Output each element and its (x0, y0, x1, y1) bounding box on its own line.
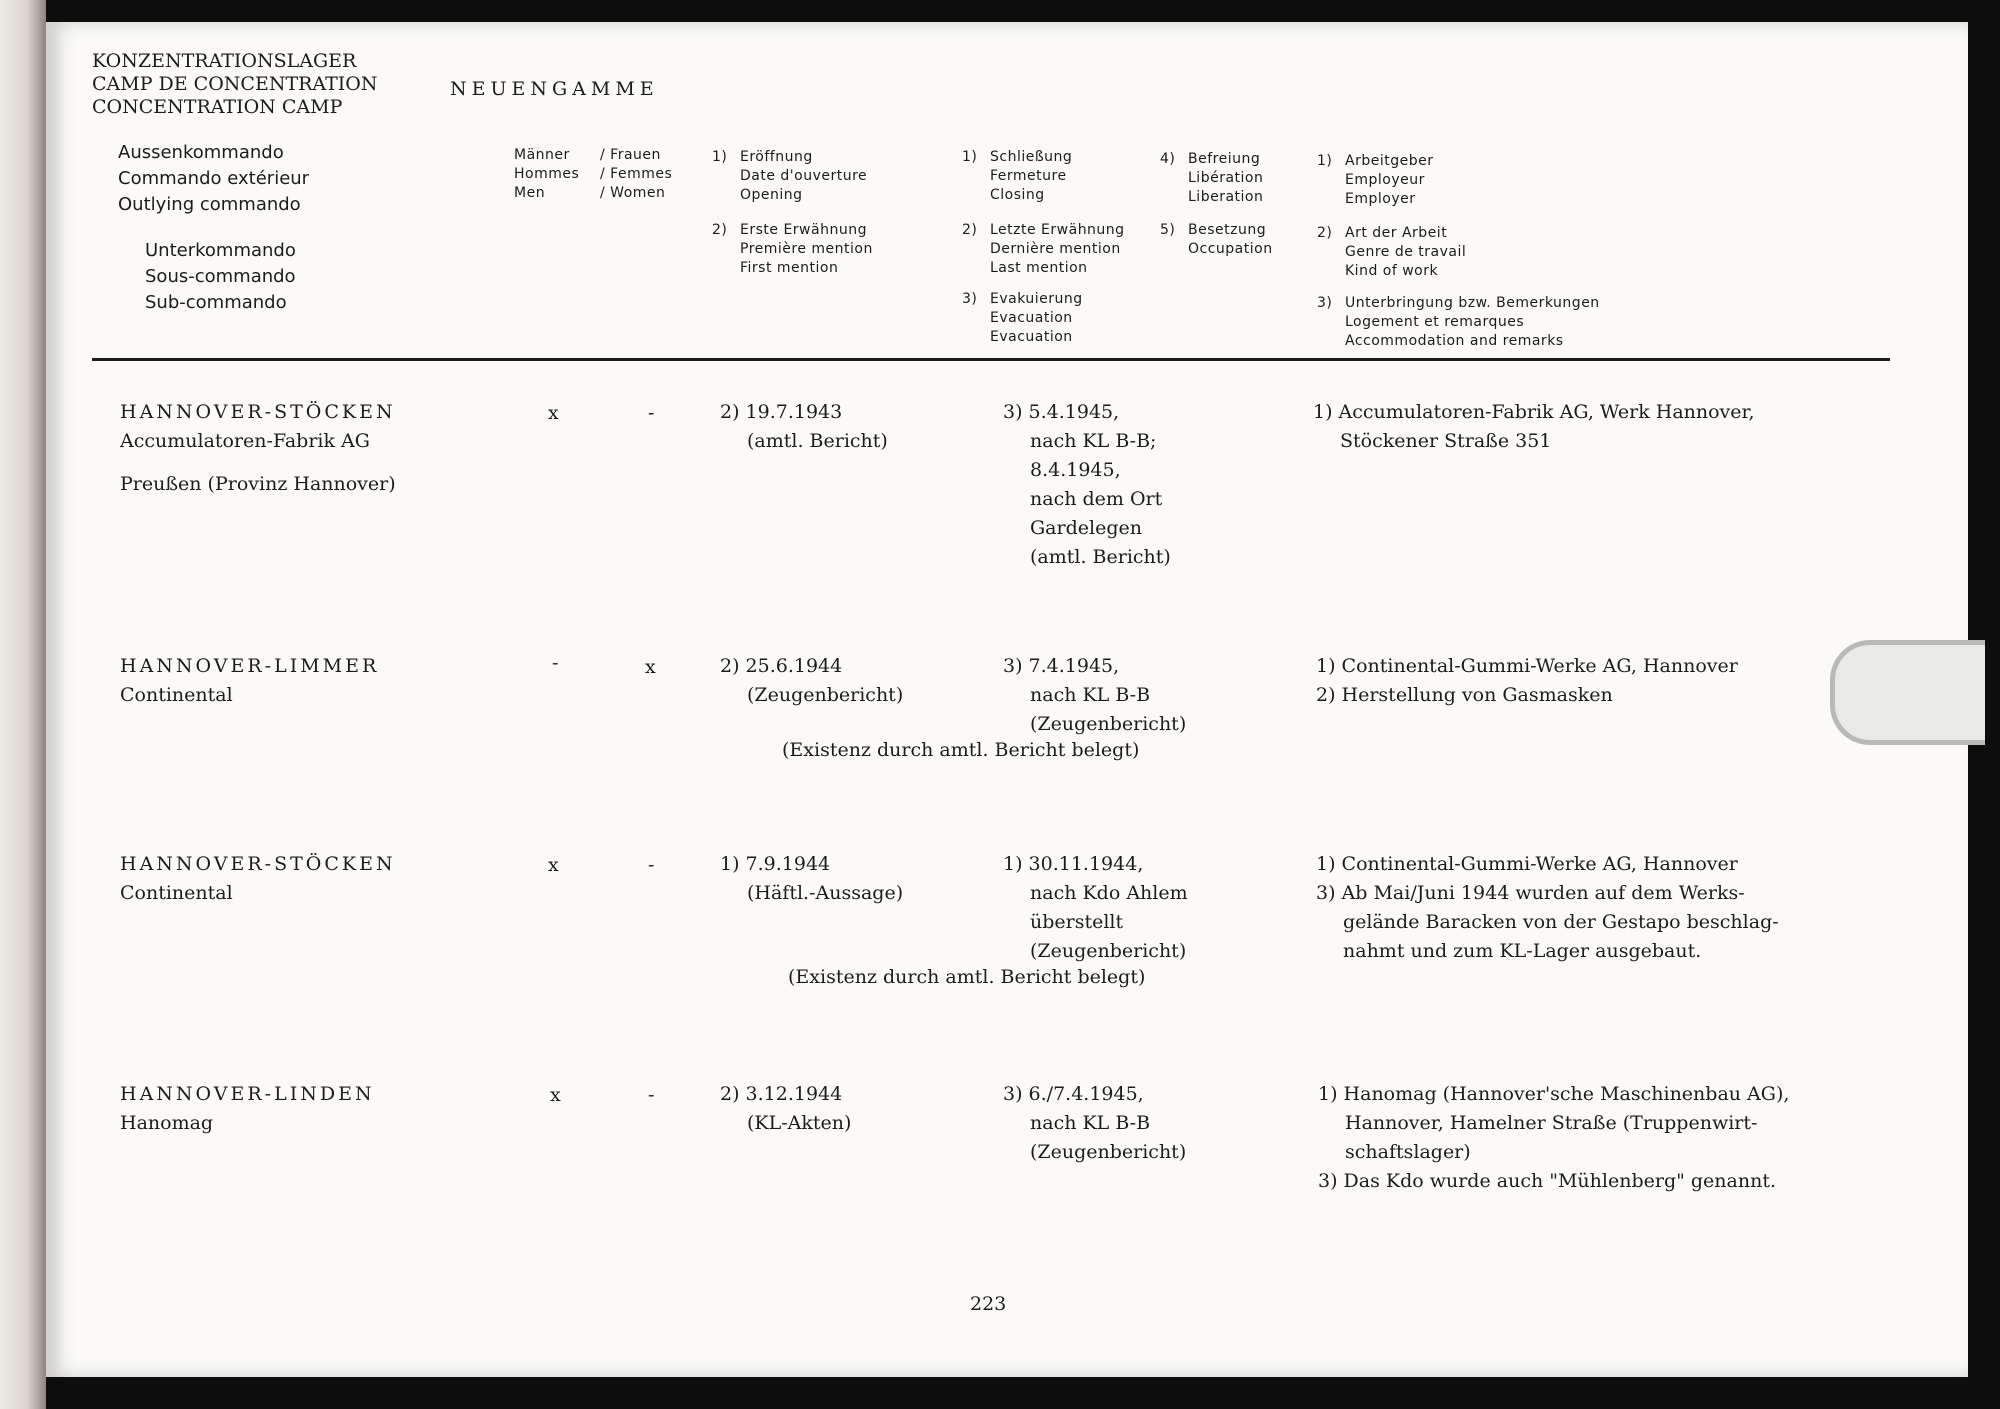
employer-en: Employer (1345, 191, 1416, 207)
entry-4-note-line: 1) Hanomag (Hannover'sche Maschinenbau AG), (1318, 1083, 1790, 1105)
entry-1-closing-line: 3) 5.4.1945, (1003, 401, 1120, 423)
entry-2-closing-line: (Zeugenbericht) (1030, 713, 1187, 735)
header-divider (92, 358, 1890, 361)
aussen-en: Outlying commando (118, 194, 301, 215)
occupation-de: Besetzung (1188, 222, 1267, 238)
women-fr: / Femmes (600, 166, 673, 182)
men-en: Men (514, 185, 546, 201)
entry-4-note-line: schaftslager) (1345, 1141, 1471, 1163)
gender-men-header (514, 146, 579, 203)
work-de: Art der Arbeit (1345, 225, 1448, 241)
occupation-fr: Occupation (1188, 241, 1273, 257)
entry-4-subtitle: Hanomag (120, 1112, 214, 1134)
closing-num: 1) (962, 149, 978, 165)
book-gutter (0, 0, 46, 1409)
entry-2-closing-line: 3) 7.4.1945, (1003, 655, 1120, 677)
entry-4-closing (1003, 1080, 1186, 1167)
entry-4-closing-line: (Zeugenbericht) (1030, 1141, 1187, 1163)
entry-4-opening (720, 1080, 851, 1138)
entry-3-notes (1316, 850, 1779, 966)
first-mention-de: Erste Erwähnung (740, 222, 867, 238)
entry-1-name: HANNOVER-STÖCKEN (120, 401, 396, 423)
entry-3-subtitle: Continental (120, 882, 233, 904)
entry-3-closing (1003, 850, 1188, 966)
entry-1-closing-line: nach KL B-B; (1030, 430, 1157, 452)
remarks-en: Accommodation and remarks (1345, 333, 1564, 349)
opening-de: Eröffnung (740, 149, 813, 165)
entry-1-notes (1313, 398, 1755, 456)
last-mention-fr: Dernière mention (990, 241, 1121, 257)
entry-2-opening (720, 652, 903, 710)
opening-header (712, 148, 912, 208)
entry-3-opening (720, 850, 903, 908)
entry-2-opening-source: (Zeugenbericht) (747, 684, 904, 706)
first-mention-fr: Première mention (740, 241, 873, 257)
entry-3-women-mark: - (648, 854, 655, 876)
entry-3-note-line: gelände Baracken von der Gestapo beschlag- (1343, 911, 1779, 933)
aussenkommando-labels (118, 140, 309, 218)
camp-type-fr: CAMP DE CONCENTRATION (92, 73, 378, 95)
entry-2-notes (1316, 652, 1738, 710)
liberation-fr: Libération (1188, 170, 1264, 186)
entry-2-note-line: 2) Herstellung von Gasmasken (1316, 684, 1613, 706)
entry-4-closing-line: nach KL B-B (1030, 1112, 1151, 1134)
opening-fr: Date d'ouverture (740, 168, 868, 184)
remarks-fr: Logement et remarques (1345, 314, 1525, 330)
entry-4-opening-date: 2) 3.12.1944 (720, 1083, 843, 1105)
entry-1-note-line: 1) Accumulatoren-Fabrik AG, Werk Hannover, (1313, 401, 1755, 423)
employer-de: Arbeitgeber (1345, 153, 1434, 169)
camp-type-labels (92, 50, 378, 119)
entry-4-men-mark: x (550, 1084, 561, 1106)
entry-4-note-line: 3) Das Kdo wurde auch "Mühlenberg" genannt. (1318, 1170, 1777, 1192)
entry-1-men-mark: x (548, 402, 559, 424)
entry-3-closing-line: (Zeugenbericht) (1030, 940, 1187, 962)
entry-1-opening-source: (amtl. Bericht) (747, 430, 888, 452)
entry-3-name: HANNOVER-STÖCKEN (120, 853, 396, 875)
aussen-fr: Commando extérieur (118, 168, 310, 189)
entry-4-title (120, 1080, 375, 1138)
unterkommando-labels (145, 238, 296, 316)
entry-3-title (120, 850, 396, 908)
entry-3-opening-source: (Häftl.-Aussage) (747, 882, 904, 904)
entry-4-note-line: Hannover, Hamelner Straße (Truppenwirt- (1345, 1112, 1758, 1134)
entry-1-women-mark: - (648, 402, 655, 424)
evacuation-fr: Evacuation (990, 310, 1073, 326)
closing-en: Closing (990, 187, 1045, 203)
closing-de: Schließung (990, 149, 1073, 165)
first-mention-en: First mention (740, 260, 839, 276)
entry-1-closing-line: (amtl. Bericht) (1030, 546, 1171, 568)
employer-num: 1) (1317, 153, 1333, 169)
opening-num: 1) (712, 149, 728, 165)
last-mention-de: Letzte Erwähnung (990, 222, 1125, 238)
entry-3-opening-date: 1) 7.9.1944 (720, 853, 831, 875)
entry-3-men-mark: x (548, 854, 559, 876)
entry-4-closing-line: 3) 6./7.4.1945, (1003, 1083, 1144, 1105)
entry-1-closing-line: nach dem Ort (1030, 488, 1163, 510)
evacuation-en: Evacuation (990, 329, 1073, 345)
work-en: Kind of work (1345, 263, 1439, 279)
first-mention-num: 2) (712, 222, 728, 238)
entry-3-existence: (Existenz durch amtl. Bericht belegt) (788, 966, 1146, 988)
entry-3-closing-line: 1) 30.11.1944, (1003, 853, 1144, 875)
last-mention-en: Last mention (990, 260, 1088, 276)
women-de: / Frauen (600, 147, 661, 163)
entry-2-existence: (Existenz durch amtl. Bericht belegt) (782, 739, 1140, 761)
opening-en: Opening (740, 187, 803, 203)
employer-header (1317, 152, 1577, 212)
entry-4-name: HANNOVER-LINDEN (120, 1083, 375, 1105)
entry-2-note-line: 1) Continental-Gummi-Werke AG, Hannover (1316, 655, 1738, 677)
remarks-num: 3) (1317, 295, 1333, 311)
entry-4-opening-source: (KL-Akten) (747, 1112, 852, 1134)
work-fr: Genre de travail (1345, 244, 1467, 260)
entry-3-closing-line: überstellt (1030, 911, 1124, 933)
entry-1-closing (1003, 398, 1171, 572)
unter-de: Unterkommando (145, 240, 296, 261)
men-fr: Hommes (514, 166, 580, 182)
entry-3-note-line: 3) Ab Mai/Juni 1944 wurden auf dem Werks- (1316, 882, 1745, 904)
last-mention-num: 2) (962, 222, 978, 238)
remarks-de: Unterbringung bzw. Bemerkungen (1345, 295, 1600, 311)
entry-2-opening-date: 2) 25.6.1944 (720, 655, 843, 677)
employer-fr: Employeur (1345, 172, 1425, 188)
remarks-header (1317, 294, 1637, 354)
women-en: / Women (600, 185, 666, 201)
evacuation-de: Evakuierung (990, 291, 1083, 307)
evacuation-header (962, 290, 1162, 350)
entry-1-closing-line: Gardelegen (1030, 517, 1142, 539)
entry-2-name: HANNOVER-LIMMER (120, 655, 380, 677)
entry-1-closing-line: 8.4.1945, (1030, 459, 1121, 481)
page-tab-marker (1830, 640, 1985, 745)
liberation-en: Liberation (1188, 189, 1264, 205)
last-mention-header (962, 221, 1162, 281)
entry-2-subtitle: Continental (120, 684, 233, 706)
entry-3-note-line: 1) Continental-Gummi-Werke AG, Hannover (1316, 853, 1738, 875)
first-mention-header (712, 221, 912, 281)
occupation-header (1160, 221, 1300, 281)
work-num: 2) (1317, 225, 1333, 241)
evacuation-num: 3) (962, 291, 978, 307)
entry-1-note-line: Stöckener Straße 351 (1340, 430, 1552, 452)
unter-fr: Sous-commando (145, 266, 296, 287)
entry-3-closing-line: nach Kdo Ahlem (1030, 882, 1188, 904)
entry-2-closing (1003, 652, 1186, 739)
entry-2-women-mark: x (645, 656, 656, 678)
entry-2-men-mark: - (552, 652, 559, 674)
entry-1-title (120, 398, 396, 456)
work-header (1317, 224, 1577, 284)
camp-type-de: KONZENTRATIONSLAGER (92, 50, 357, 72)
camp-type-en: CONCENTRATION CAMP (92, 96, 343, 118)
gender-women-header (600, 146, 672, 203)
occupation-num: 5) (1160, 222, 1176, 238)
entry-1-subtitle: Accumulatoren-Fabrik AG (120, 430, 370, 452)
aussen-de: Aussenkommando (118, 142, 284, 163)
entry-2-title (120, 652, 379, 710)
closing-fr: Fermeture (990, 168, 1067, 184)
entry-2-closing-line: nach KL B-B (1030, 684, 1151, 706)
page-number: 223 (970, 1293, 1007, 1315)
men-de: Männer (514, 147, 570, 163)
liberation-de: Befreiung (1188, 151, 1261, 167)
entry-3-note-line: nahmt und zum KL-Lager ausgebaut. (1343, 940, 1702, 962)
entry-1-opening (720, 398, 888, 456)
closing-header (962, 148, 1162, 208)
camp-name: NEUENGAMME (450, 78, 659, 100)
entry-4-notes (1318, 1080, 1789, 1196)
liberation-header (1160, 150, 1300, 210)
entry-1-opening-date: 2) 19.7.1943 (720, 401, 843, 423)
liberation-num: 4) (1160, 151, 1176, 167)
entry-1-region: Preußen (Provinz Hannover) (120, 473, 396, 495)
entry-4-women-mark: - (648, 1084, 655, 1106)
unter-en: Sub-commando (145, 292, 287, 313)
